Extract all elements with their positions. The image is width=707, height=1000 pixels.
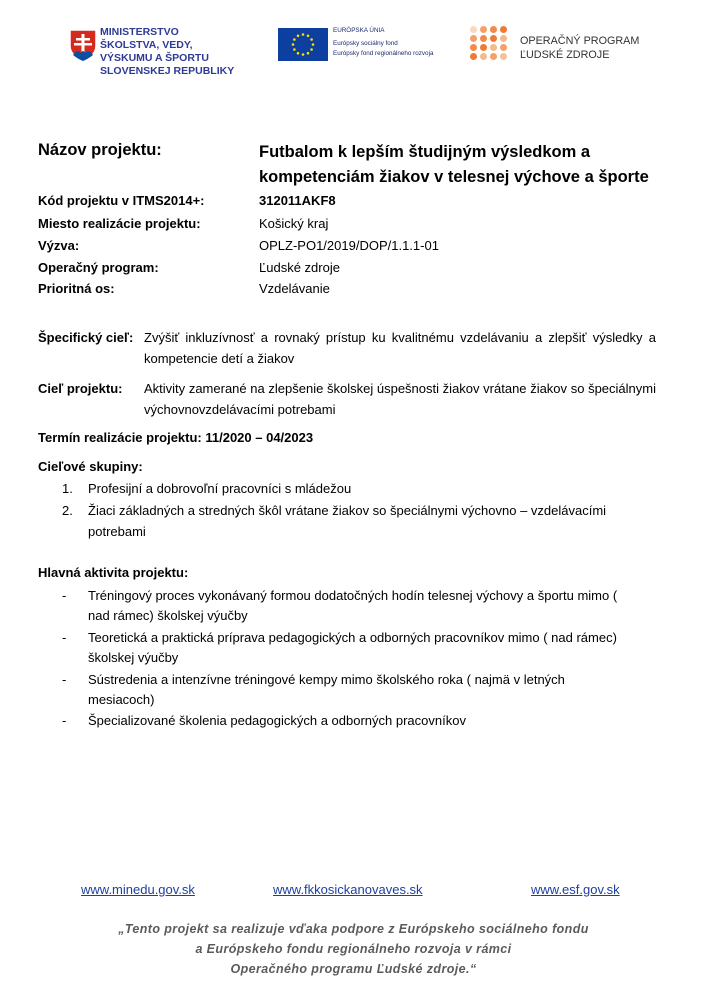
op-dot [500,26,507,33]
op-dot [480,53,487,60]
op-line: ĽUDSKÉ ZDROJE [520,49,610,61]
list-item-text: školskej výučby [88,650,179,665]
fk-kosicka-nova-ves-link[interactable]: www.fkkosickanovaves.sk [273,882,423,897]
list-marker: - [62,672,67,687]
list-item-text: potrebami [88,524,146,539]
list-item-text: Sústredenia a intenzívne tréningové kempy mimo školského roka ( najmä v letných [88,672,565,687]
project-title-line: Futbalom k lepším študijným výsledkom a [259,143,591,161]
list-item [62,586,662,626]
list-marker: - [62,630,67,645]
list-marker: - [62,713,67,728]
list-marker: 1. [62,481,73,496]
info-label: Miesto realizácie projektu: [38,216,201,231]
project-title-label: Názov projektu: [38,141,162,159]
project-term: Termín realizácie projektu: 11/2020 – 04/2023 [38,430,314,445]
list-item [62,628,662,668]
specific-goal-label: Špecifický cieľ: [38,330,134,345]
list-item-text: Špecializované školenia pedagogických a odborných pracovníkov [88,713,466,728]
ministry-line: ŠKOLSTVA, VEDY, [100,39,193,51]
op-dot [470,26,477,33]
info-value: Ľudské zdroje [259,260,340,275]
ministry-line: SLOVENSKEJ REPUBLIKY [100,65,235,77]
eu-text [333,26,468,59]
project-goal [38,378,656,422]
ministry-name [100,26,290,78]
op-dot [490,44,497,51]
op-dot [480,26,487,33]
op-dot [480,44,487,51]
eu-flag-icon [278,28,328,61]
slovak-coat-of-arms-icon [68,28,98,62]
list-item-text: Profesijní a dobrovoľní pracovníci s mládežou [88,481,352,496]
op-dot [500,53,507,60]
list-item [62,501,662,541]
list-item-text: Tréningový proces vykonávaný formou dodatočných hodín telesnej výchovy a športu mimo ( [88,588,618,603]
funding-statement [0,919,707,979]
op-line: OPERAČNÝ PROGRAM [520,35,640,47]
list-item-text: Žiaci základných a stredných škôl vrátane žiakov so špeciálnymi výchovno – vzdelávacími [88,503,607,518]
funding-statement-line: a Európskeho fondu regionálneho rozvoja v rámci [195,942,512,956]
list-marker: 2. [62,503,73,518]
op-dot [490,26,497,33]
eu-line: Európsky fond regionálneho rozvoja [333,50,434,57]
list-item-text: Teoretická a praktická príprava pedagogických a odborných pracovníkov mimo ( nad rámec) [88,630,617,645]
op-dot [490,53,497,60]
op-dot [470,44,477,51]
op-dot [470,53,477,60]
list-item-text: nad rámec) školskej výučby [88,608,248,623]
ministry-logo [68,26,235,77]
info-value: 312011AKF8 [259,193,336,208]
info-value: Vzdelávanie [259,281,330,296]
esf-link[interactable]: www.esf.gov.sk [531,882,620,897]
op-dot [470,35,477,42]
info-value: Košický kraj [259,216,329,231]
minedu-link[interactable]: www.minedu.gov.sk [81,882,195,897]
project-goal-text: Aktivity zamerané na zlepšenie školskej úspešnosti žiakov vrátane žiakov so špeciálnymi výchovnovzdelávacími potrebami [144,381,656,417]
specific-goal [38,327,656,371]
eu-line: Európsky sociálny fond [333,40,398,47]
info-label: Operačný program: [38,260,159,275]
list-marker: - [62,588,67,603]
op-text [520,34,680,62]
op-dots-icon [470,26,510,62]
op-dot [490,35,497,42]
op-dot [500,44,507,51]
ministry-line: VÝSKUMU A ŠPORTU [100,52,209,64]
specific-goal-text: Zvýšiť inkluzívnosť a rovnaký prístup ku kvalitnému vzdelávaniu a zlepšiť výsledky a kompetencie detí a žiakov [144,330,656,366]
ministry-line: MINISTERSTVO [100,26,179,38]
project-title [259,140,679,190]
info-label: Prioritná os: [38,281,115,296]
project-goal-label: Cieľ projektu: [38,381,123,396]
eu-line: EURÓPSKA ÚNIA [333,27,385,34]
funding-statement-line: Operačného programu Ľudské zdroje.“ [230,962,477,976]
list-item [62,670,662,710]
project-title-line: kompetenciám žiakov v telesnej výchove a športe [259,168,649,186]
op-dot [480,35,487,42]
main-activity-heading: Hlavná aktivita projektu: [38,565,189,580]
eu-logo [278,27,434,66]
funding-statement-line: „Tento projekt sa realizuje vďaka podpore z Európskeho sociálneho fondu [118,922,589,936]
info-label: Kód projektu v ITMS2014+: [38,193,205,208]
op-dot [500,35,507,42]
op-logo [470,26,640,62]
info-value: OPLZ-PO1/2019/DOP/1.1.1-01 [259,238,439,253]
target-groups-heading: Cieľové skupiny: [38,459,143,474]
info-label: Výzva: [38,238,80,253]
list-item-text: mesiacoch) [88,692,155,707]
